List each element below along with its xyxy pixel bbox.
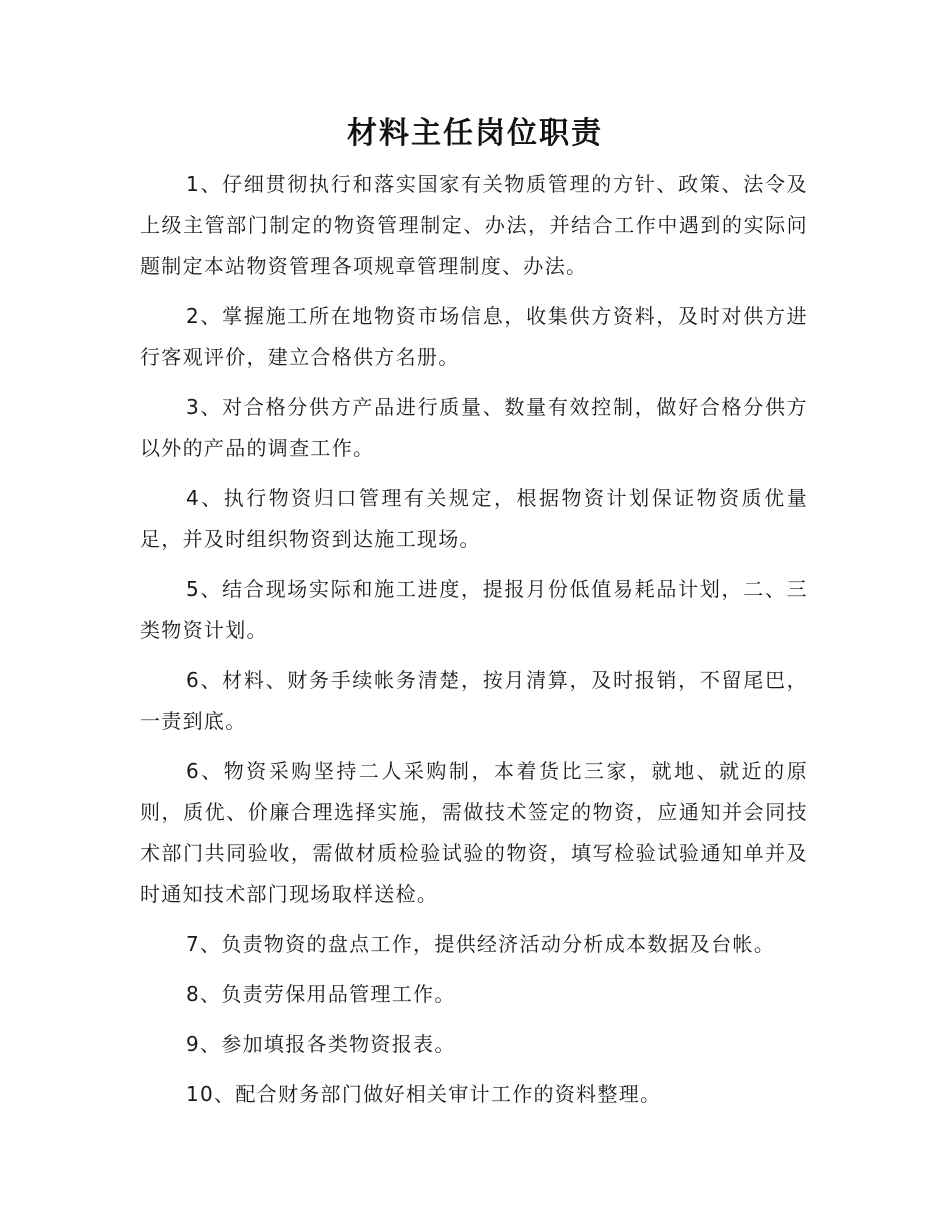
paragraph-5: 5、结合现场实际和施工进度，提报月份低值易耗品计划，二、三类物资计划。 xyxy=(140,577,808,642)
page-title: 材料主任岗位职责 xyxy=(347,116,603,151)
document-body xyxy=(140,164,808,1124)
paragraph-9: 8、负责劳保用品管理工作。 xyxy=(186,982,456,1006)
paragraph-8: 7、负责物资的盘点工作，提供经济活动分析成本数据及台帐。 xyxy=(186,932,776,956)
paragraph-1: 1、仔细贯彻执行和落实国家有关物质管理的方针、政策、法令及上级主管部门制定的物资管理制定、办法，并结合工作中遇到的实际问题制定本站物资管理各项规章管理制度、办法。 xyxy=(140,172,808,278)
paragraph-4: 4、执行物资归口管理有关规定，根据物资计划保证物资质优量足，并及时组织物资到达施工现场。 xyxy=(140,486,808,551)
paragraph-7: 6、物资采购坚持二人采购制，本着货比三家，就地、就近的原则，质优、价廉合理选择实施，需做技术签定的物资，应通知并会同技术部门共同验收，需做材质检验试验的物资，填写检验试验通知单并及时通知技术部门现场取样送检。 xyxy=(140,759,808,906)
paragraph-6: 6、材料、财务手续帐务清楚，按月清算，及时报销，不留尾巴，一责到底。 xyxy=(140,668,808,733)
paragraph-10: 9、参加填报各类物资报表。 xyxy=(186,1032,456,1056)
paragraph-11: 10、配合财务部门做好相关审计工作的资料整理。 xyxy=(186,1082,662,1106)
paragraph-3: 3、对合格分供方产品进行质量、数量有效控制，做好合格分供方以外的产品的调查工作。 xyxy=(140,395,808,460)
paragraph-2: 2、掌握施工所在地物资市场信息，收集供方资料，及时对供方进行客观评价，建立合格供方名册。 xyxy=(140,304,808,369)
